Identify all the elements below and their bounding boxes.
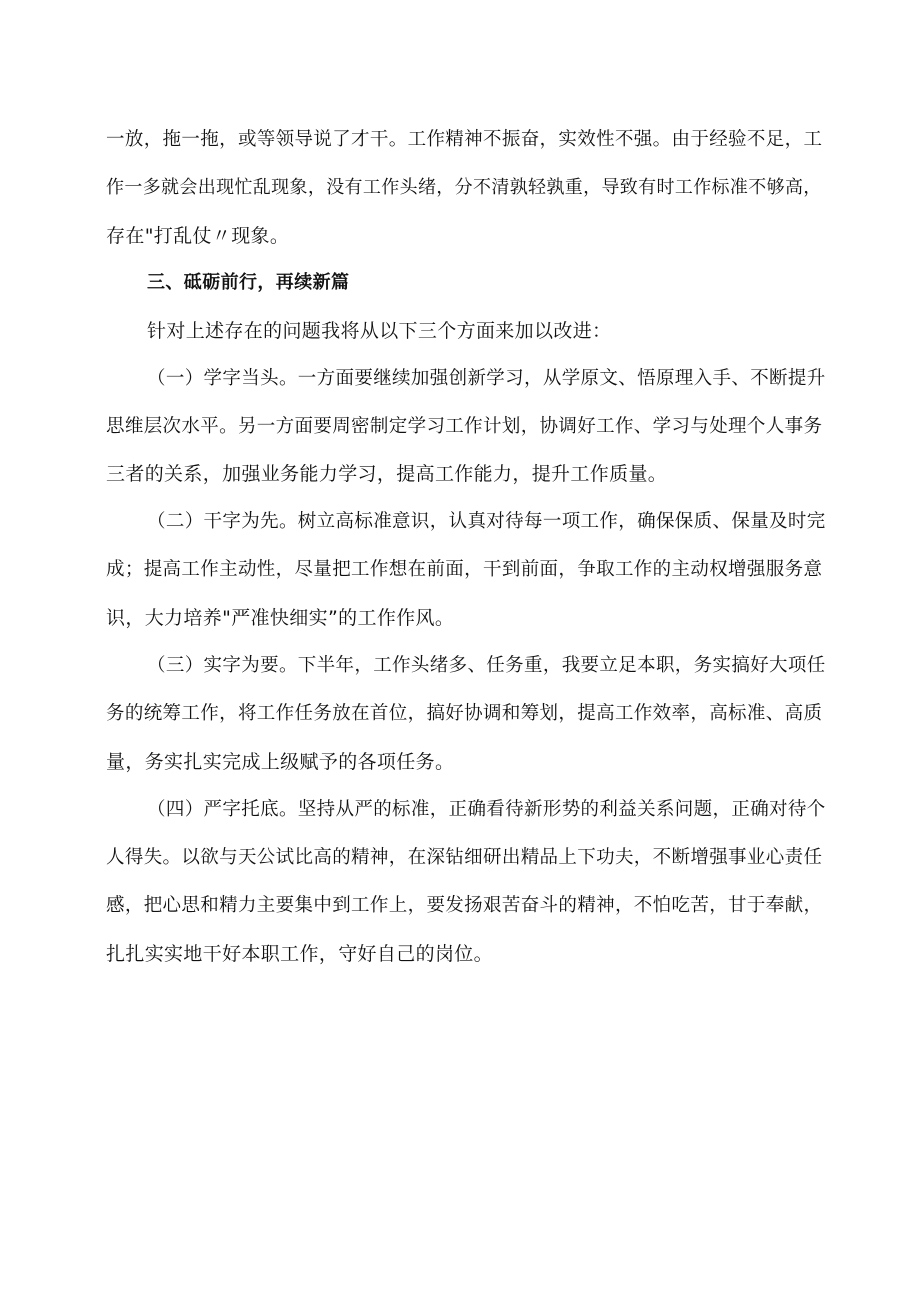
para3-line-3: 量，务实扎实完成上级赋予的各项任务。 <box>106 751 455 773</box>
para4-line-4: 扎扎实实地干好本职工作，守好自己的岗位。 <box>106 943 494 965</box>
para3-line-2: 务的统筹工作，将工作任务放在首位，搞好协调和筹划，提高工作效率，高标准、高质 <box>106 703 823 724</box>
para3-line-1: （三）实字为要。下半年，工作头绪多、任务重，我要立足本职，务实搞好大项任 <box>147 655 826 676</box>
para2-line-2: 成；提高工作主动性，尽量把工作想在前面，干到前面，争取工作的主动权增强服务意 <box>106 559 823 580</box>
intro-line-1: 一放，拖一拖，或等领导说了才干。工作精神不振奋，实效性不强。由于经验不足，工 <box>106 129 823 150</box>
section-heading: 三、砥砺前行，再续新篇 <box>147 272 350 293</box>
para4-line-3: 感，把心思和精力主要集中到工作上，要发扬艰苦奋斗的精神，不怕吃苦，甘于奉献， <box>106 895 823 916</box>
para2-line-1: （二）干字为先。树立高标准意识，认真对待每一项工作，确保保质、保量及时完 <box>147 511 826 532</box>
para1-line-2: 思维层次水平。另一方面要周密制定学习工作计划，协调好工作、学习与处理个人事务 <box>106 416 823 437</box>
para4-line-2: 人得失。以欲与天公试比高的精神，在深钻细研出精品上下功夫，不断增强事业心责任 <box>106 847 823 868</box>
para1-line-3: 三者的关系，加强业务能力学习，提高工作能力，提升工作质量。 <box>106 463 668 485</box>
para1-line-1: （一）学字当头。一方面要继续加强创新学习，从学原文、悟原理入手、不断提升 <box>147 368 826 389</box>
lead-line: 针对上述存在的问题我将从以下三个方面来加以改进： <box>147 320 612 342</box>
intro-line-2: 作一多就会出现忙乱现象，没有工作头绪，分不清孰轻孰重，导致有时工作标准不够高， <box>106 177 822 198</box>
intro-line-3: 存在"打乱仗〃现象。 <box>106 225 290 247</box>
para4-line-1: （四）严字托底。坚持从严的标准，正确看待新形势的利益关系问题，正确对待个 <box>147 799 826 820</box>
para2-line-3: 识，大力培养"严准快细实”的工作作风。 <box>106 607 455 629</box>
